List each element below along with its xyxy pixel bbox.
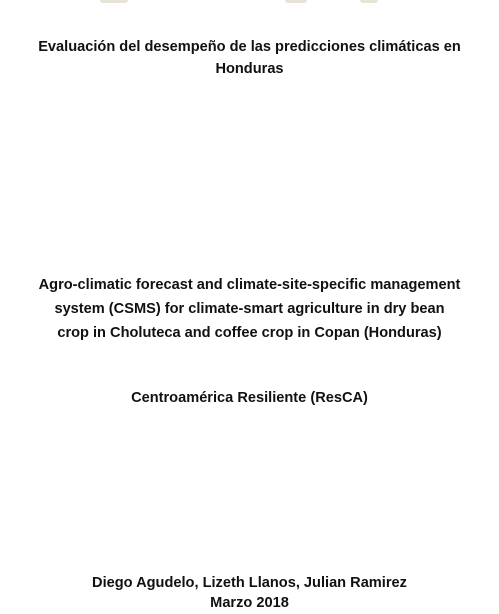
english-title-line: crop in Choluteca and coffee crop in Copan (Honduras) <box>57 325 442 341</box>
english-title-line: system (CSMS) for climate-smart agriculture in dry bean <box>54 301 445 317</box>
program-name: Centroamérica Resiliente (ResCA) <box>131 390 368 406</box>
spanish-title <box>0 36 499 80</box>
spanish-title-line: Honduras <box>215 61 284 77</box>
logo-fragment <box>285 0 307 3</box>
spanish-title-line: Evaluación del desempeño de las predicciones climáticas en <box>38 39 461 55</box>
english-title <box>0 273 499 345</box>
authors: Diego Agudelo, Lizeth Llanos, Julian Ramirez <box>92 575 407 591</box>
publication-date: Marzo 2018 <box>210 595 289 611</box>
logo-fragment <box>360 0 378 3</box>
header-logos-strip <box>0 0 499 6</box>
logo-fragment <box>100 0 128 3</box>
english-title-line: Agro-climatic forecast and climate-site-specific management <box>38 277 461 293</box>
